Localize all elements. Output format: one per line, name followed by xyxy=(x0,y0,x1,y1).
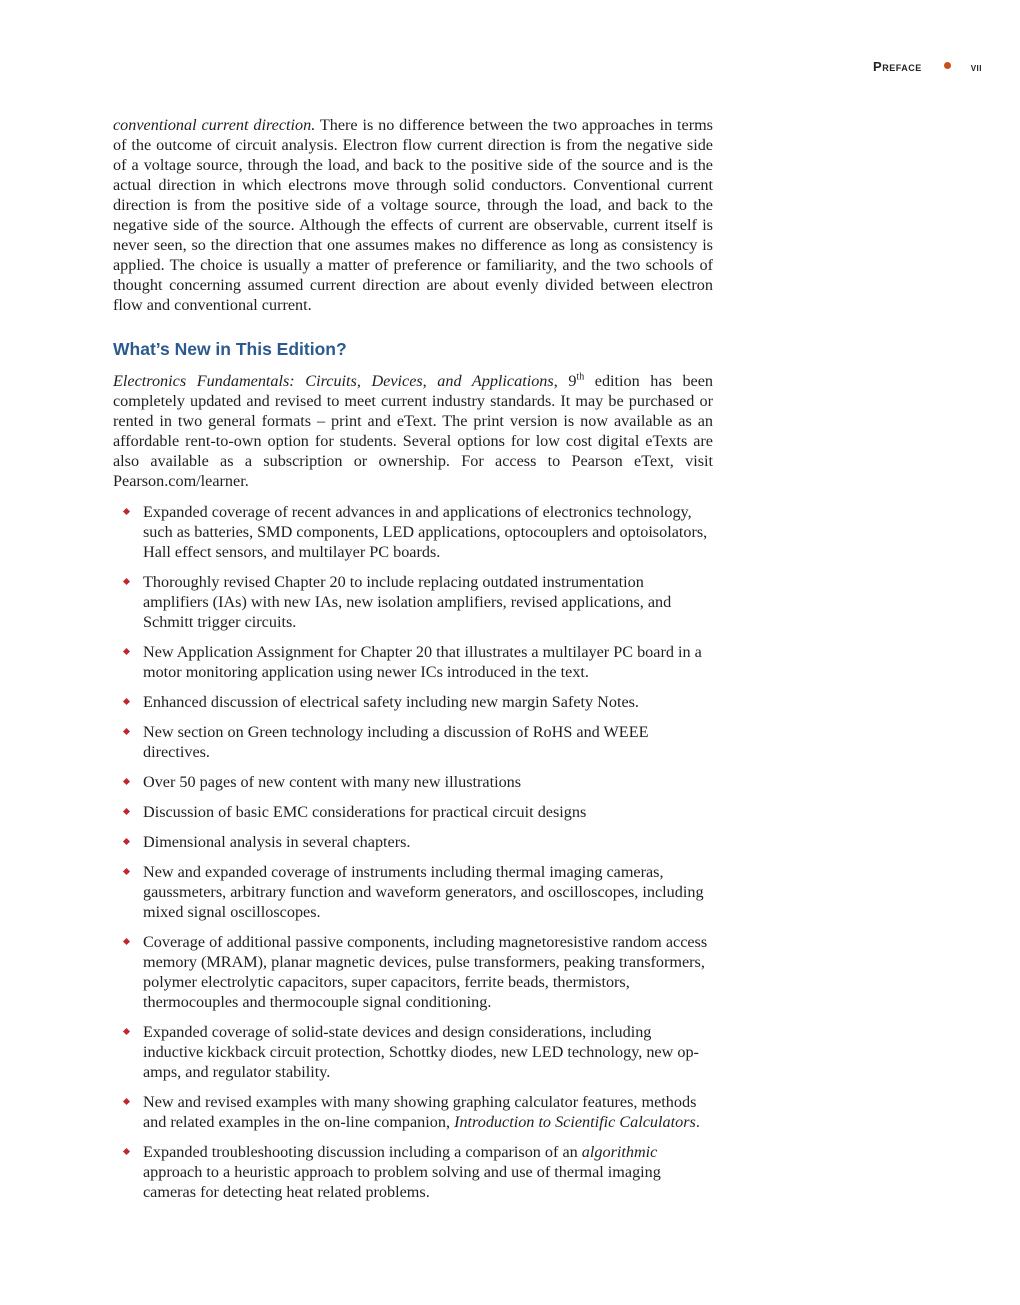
edition-text: edition has been completely updated and revised to meet current industry standards. It may be purchased or rented in two general formats – print and eText. The print version is now available as an affordable rent-to-own option for students. Several options for low cost digital eTexts are also available as a subscription or ownership. For access to Pearson eText, visit Pearson.com/learner. xyxy=(113,372,714,490)
list-item xyxy=(113,1142,713,1202)
whats-new-list xyxy=(113,502,713,1202)
list-item xyxy=(113,1092,713,1132)
running-head-section: Preface xyxy=(873,59,922,74)
list-item-text: Enhanced discussion of electrical safety including new margin Safety Notes. xyxy=(143,693,639,711)
list-item-text: Expanded troubleshooting discussion including a comparison of an xyxy=(143,1143,582,1161)
book-title: Electronics Fundamentals: Circuits, Devices, and Applications xyxy=(113,372,554,390)
diamond-bullet-icon xyxy=(123,808,130,815)
diamond-bullet-icon xyxy=(123,1098,130,1105)
list-item-end: . xyxy=(695,1113,700,1131)
list-item-text: Expanded coverage of solid-state devices and design considerations, including inductive kickback circuit protection, Schottky diodes, new LED technology, new op-amps, and regulator stability. xyxy=(143,1023,699,1081)
list-item xyxy=(113,932,713,1012)
list-item xyxy=(113,832,713,852)
list-item xyxy=(113,692,713,712)
edition-paragraph xyxy=(113,371,713,491)
list-item xyxy=(113,1022,713,1082)
list-item-text: Dimensional analysis in several chapters. xyxy=(143,833,411,851)
list-item xyxy=(113,502,713,562)
algorithmic-emphasis: algorithmic xyxy=(581,1143,658,1161)
list-item-text: New and revised examples with many showing graphing calculator features, methods and related examples in the on-line companion, xyxy=(143,1093,697,1131)
list-item xyxy=(113,802,713,822)
list-item-text: Discussion of basic EMC considerations for practical circuit designs xyxy=(143,803,587,821)
list-item-text: Thoroughly revised Chapter 20 to include replacing outdated instrumentation amplifiers (IAs) with new IAs, new isolation amplifiers, revised applications, and Schmitt trigger circuits. xyxy=(143,573,672,631)
section-heading: What’s New in This Edition? xyxy=(113,339,347,359)
diamond-bullet-icon xyxy=(123,728,130,735)
list-item xyxy=(113,772,713,792)
diamond-bullet-icon xyxy=(123,648,130,655)
running-head xyxy=(873,59,982,74)
list-item-end: approach to a heuristic approach to problem solving and use of thermal imaging cameras for detecting heat related problems. xyxy=(143,1163,661,1201)
list-item xyxy=(113,572,713,632)
list-item-text: Coverage of additional passive components, including magnetoresistive random access memory (MRAM), planar magnetic devices, pulse transformers, peaking transformers, polymer electrolytic capacitors, super capacitors, ferrite beads, thermistors, thermocouples and thermocouple signal conditioning. xyxy=(143,933,708,1011)
diamond-bullet-icon xyxy=(123,1148,130,1155)
list-item xyxy=(113,862,713,922)
list-item-text: Expanded coverage of recent advances in and applications of electronics technology, such as batteries, SMD components, LED applications, optocouplers and optoisolators, Hall effect sensors, and multilayer PC boards. xyxy=(143,503,708,561)
page-number: vii xyxy=(970,59,982,74)
intro-text: There is no difference between the two approaches in terms of the outcome of circuit analysis. Electron flow current direction is from the negative side of a voltage source, through the load, and back to the positive side of the source and is the actual direction in which electrons move through solid conductors. Conventional current direction is from the positive side of a voltage source, through the load, and back to the negative side of the source. Although the effects of current are observable, current itself is never seen, so the direction that one assumes makes no difference as long as consistency is applied. The choice is usually a matter of preference or familiarity, and the two schools of thought concerning assumed current direction are about evenly divided between electron flow and conventional current. xyxy=(113,116,713,314)
page-body xyxy=(113,115,713,1212)
intro-italic-lead: conventional current direction. xyxy=(113,116,316,134)
list-item xyxy=(113,642,713,682)
list-item-text: Over 50 pages of new content with many new illustrations xyxy=(143,773,522,791)
list-item xyxy=(113,722,713,762)
list-item-text: New Application Assignment for Chapter 20 that illustrates a multilayer PC board in a motor monitoring application using newer ICs introduced in the text. xyxy=(143,643,702,681)
diamond-bullet-icon xyxy=(123,838,130,845)
diamond-bullet-icon xyxy=(123,938,130,945)
bullet-dot-icon xyxy=(944,62,951,69)
edition-superscript: th xyxy=(576,371,585,383)
edition-sep: , 9 xyxy=(553,372,577,390)
diamond-bullet-icon xyxy=(123,508,130,515)
diamond-bullet-icon xyxy=(123,1028,130,1035)
list-item-text: New section on Green technology including a discussion of RoHS and WEEE directives. xyxy=(143,723,649,761)
diamond-bullet-icon xyxy=(123,578,130,585)
list-item-text: New and expanded coverage of instruments including thermal imaging cameras, gaussmeters, arbitrary function and waveform generators, and oscilloscopes, including mixed signal oscilloscopes. xyxy=(143,863,704,921)
diamond-bullet-icon xyxy=(123,778,130,785)
diamond-bullet-icon xyxy=(123,698,130,705)
intro-paragraph xyxy=(113,115,713,315)
companion-title: Introduction to Scientific Calculators xyxy=(454,1113,696,1131)
diamond-bullet-icon xyxy=(123,868,130,875)
